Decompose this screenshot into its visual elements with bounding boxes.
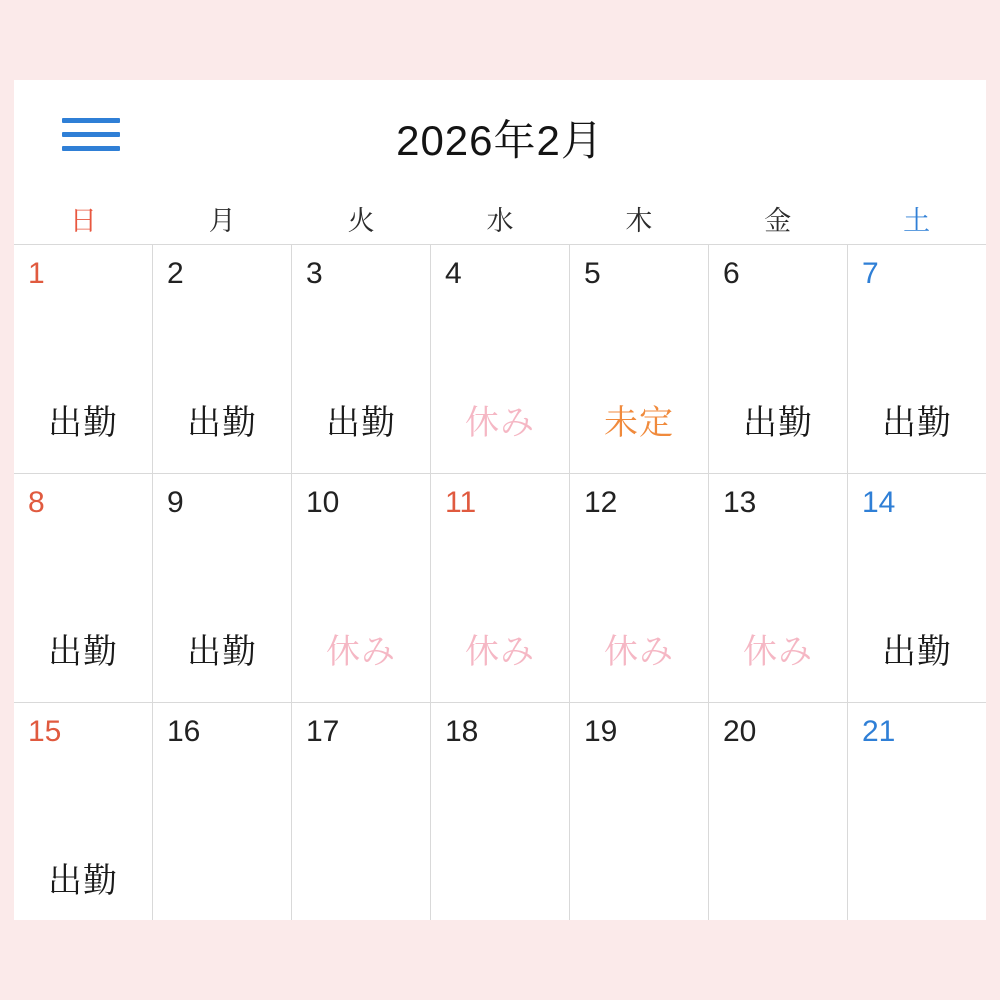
calendar-day-cell[interactable] [14,245,153,473]
calendar-day-cell[interactable] [14,703,153,920]
calendar-day-cell[interactable] [709,245,848,473]
calendar-header [14,80,986,192]
day-status-label: 休み [604,633,674,671]
day-status-label: 出勤 [187,404,257,442]
day-status-label: 出勤 [743,404,813,442]
day-number: 15 [28,715,62,748]
calendar-day-cell[interactable] [570,245,709,473]
calendar-week-row [14,703,986,920]
calendar-week-row [14,245,986,474]
calendar-day-cell[interactable] [848,703,986,920]
calendar-day-cell[interactable] [431,245,570,473]
weekday-header-row [14,192,986,244]
day-number: 4 [445,257,462,290]
day-status-label: 出勤 [48,404,118,442]
calendar-day-cell[interactable] [848,474,986,702]
weekday-label-6: 土 [903,205,931,236]
day-status-label: 休み [326,633,396,671]
calendar-day-cell[interactable] [848,245,986,473]
calendar-day-cell[interactable] [153,245,292,473]
day-number: 5 [584,257,601,290]
weekday-label-3: 水 [486,205,514,236]
calendar-day-cell[interactable] [292,474,431,702]
calendar-day-cell[interactable] [570,703,709,920]
calendar-day-cell[interactable] [153,474,292,702]
day-number: 19 [584,715,618,748]
day-status-label: 休み [743,633,813,671]
day-number: 1 [28,257,45,290]
day-status-label: 出勤 [882,633,952,671]
day-status-label: 出勤 [48,633,118,671]
calendar-day-cell[interactable] [14,474,153,702]
page-title: 2026年2月 [396,117,604,164]
calendar-day-cell[interactable] [570,474,709,702]
day-number: 2 [167,257,184,290]
day-status-label: 出勤 [187,633,257,671]
weekday-label-4: 木 [625,205,653,236]
day-number: 7 [862,257,879,290]
day-number: 18 [445,715,479,748]
day-status-label: 出勤 [326,404,396,442]
day-number: 9 [167,486,184,519]
weekday-label-5: 金 [764,205,792,236]
day-number: 13 [723,486,757,519]
calendar-day-cell[interactable] [153,703,292,920]
day-status-label: 出勤 [48,862,118,900]
calendar-day-cell[interactable] [292,703,431,920]
day-status-label: 未定 [604,404,674,442]
day-number: 6 [723,257,740,290]
day-number: 3 [306,257,323,290]
day-number: 17 [306,715,340,748]
day-number: 14 [862,486,896,519]
weekday-label-0: 日 [69,205,97,236]
day-number: 10 [306,486,340,519]
day-number: 20 [723,715,757,748]
weekday-label-1: 月 [208,205,236,236]
calendar-day-cell[interactable] [709,703,848,920]
calendar-day-cell[interactable] [709,474,848,702]
calendar-grid [14,244,986,920]
calendar-day-cell[interactable] [431,703,570,920]
day-status-label: 出勤 [882,404,952,442]
day-status-label: 休み [465,404,535,442]
day-status-label: 休み [465,633,535,671]
calendar-day-cell[interactable] [431,474,570,702]
calendar-week-row [14,474,986,703]
weekday-label-2: 火 [347,205,375,236]
day-number: 11 [445,486,477,519]
day-number: 12 [584,486,618,519]
day-number: 8 [28,486,45,519]
calendar-card [14,80,986,920]
day-number: 16 [167,715,201,748]
day-number: 21 [862,715,896,748]
calendar-day-cell[interactable] [292,245,431,473]
